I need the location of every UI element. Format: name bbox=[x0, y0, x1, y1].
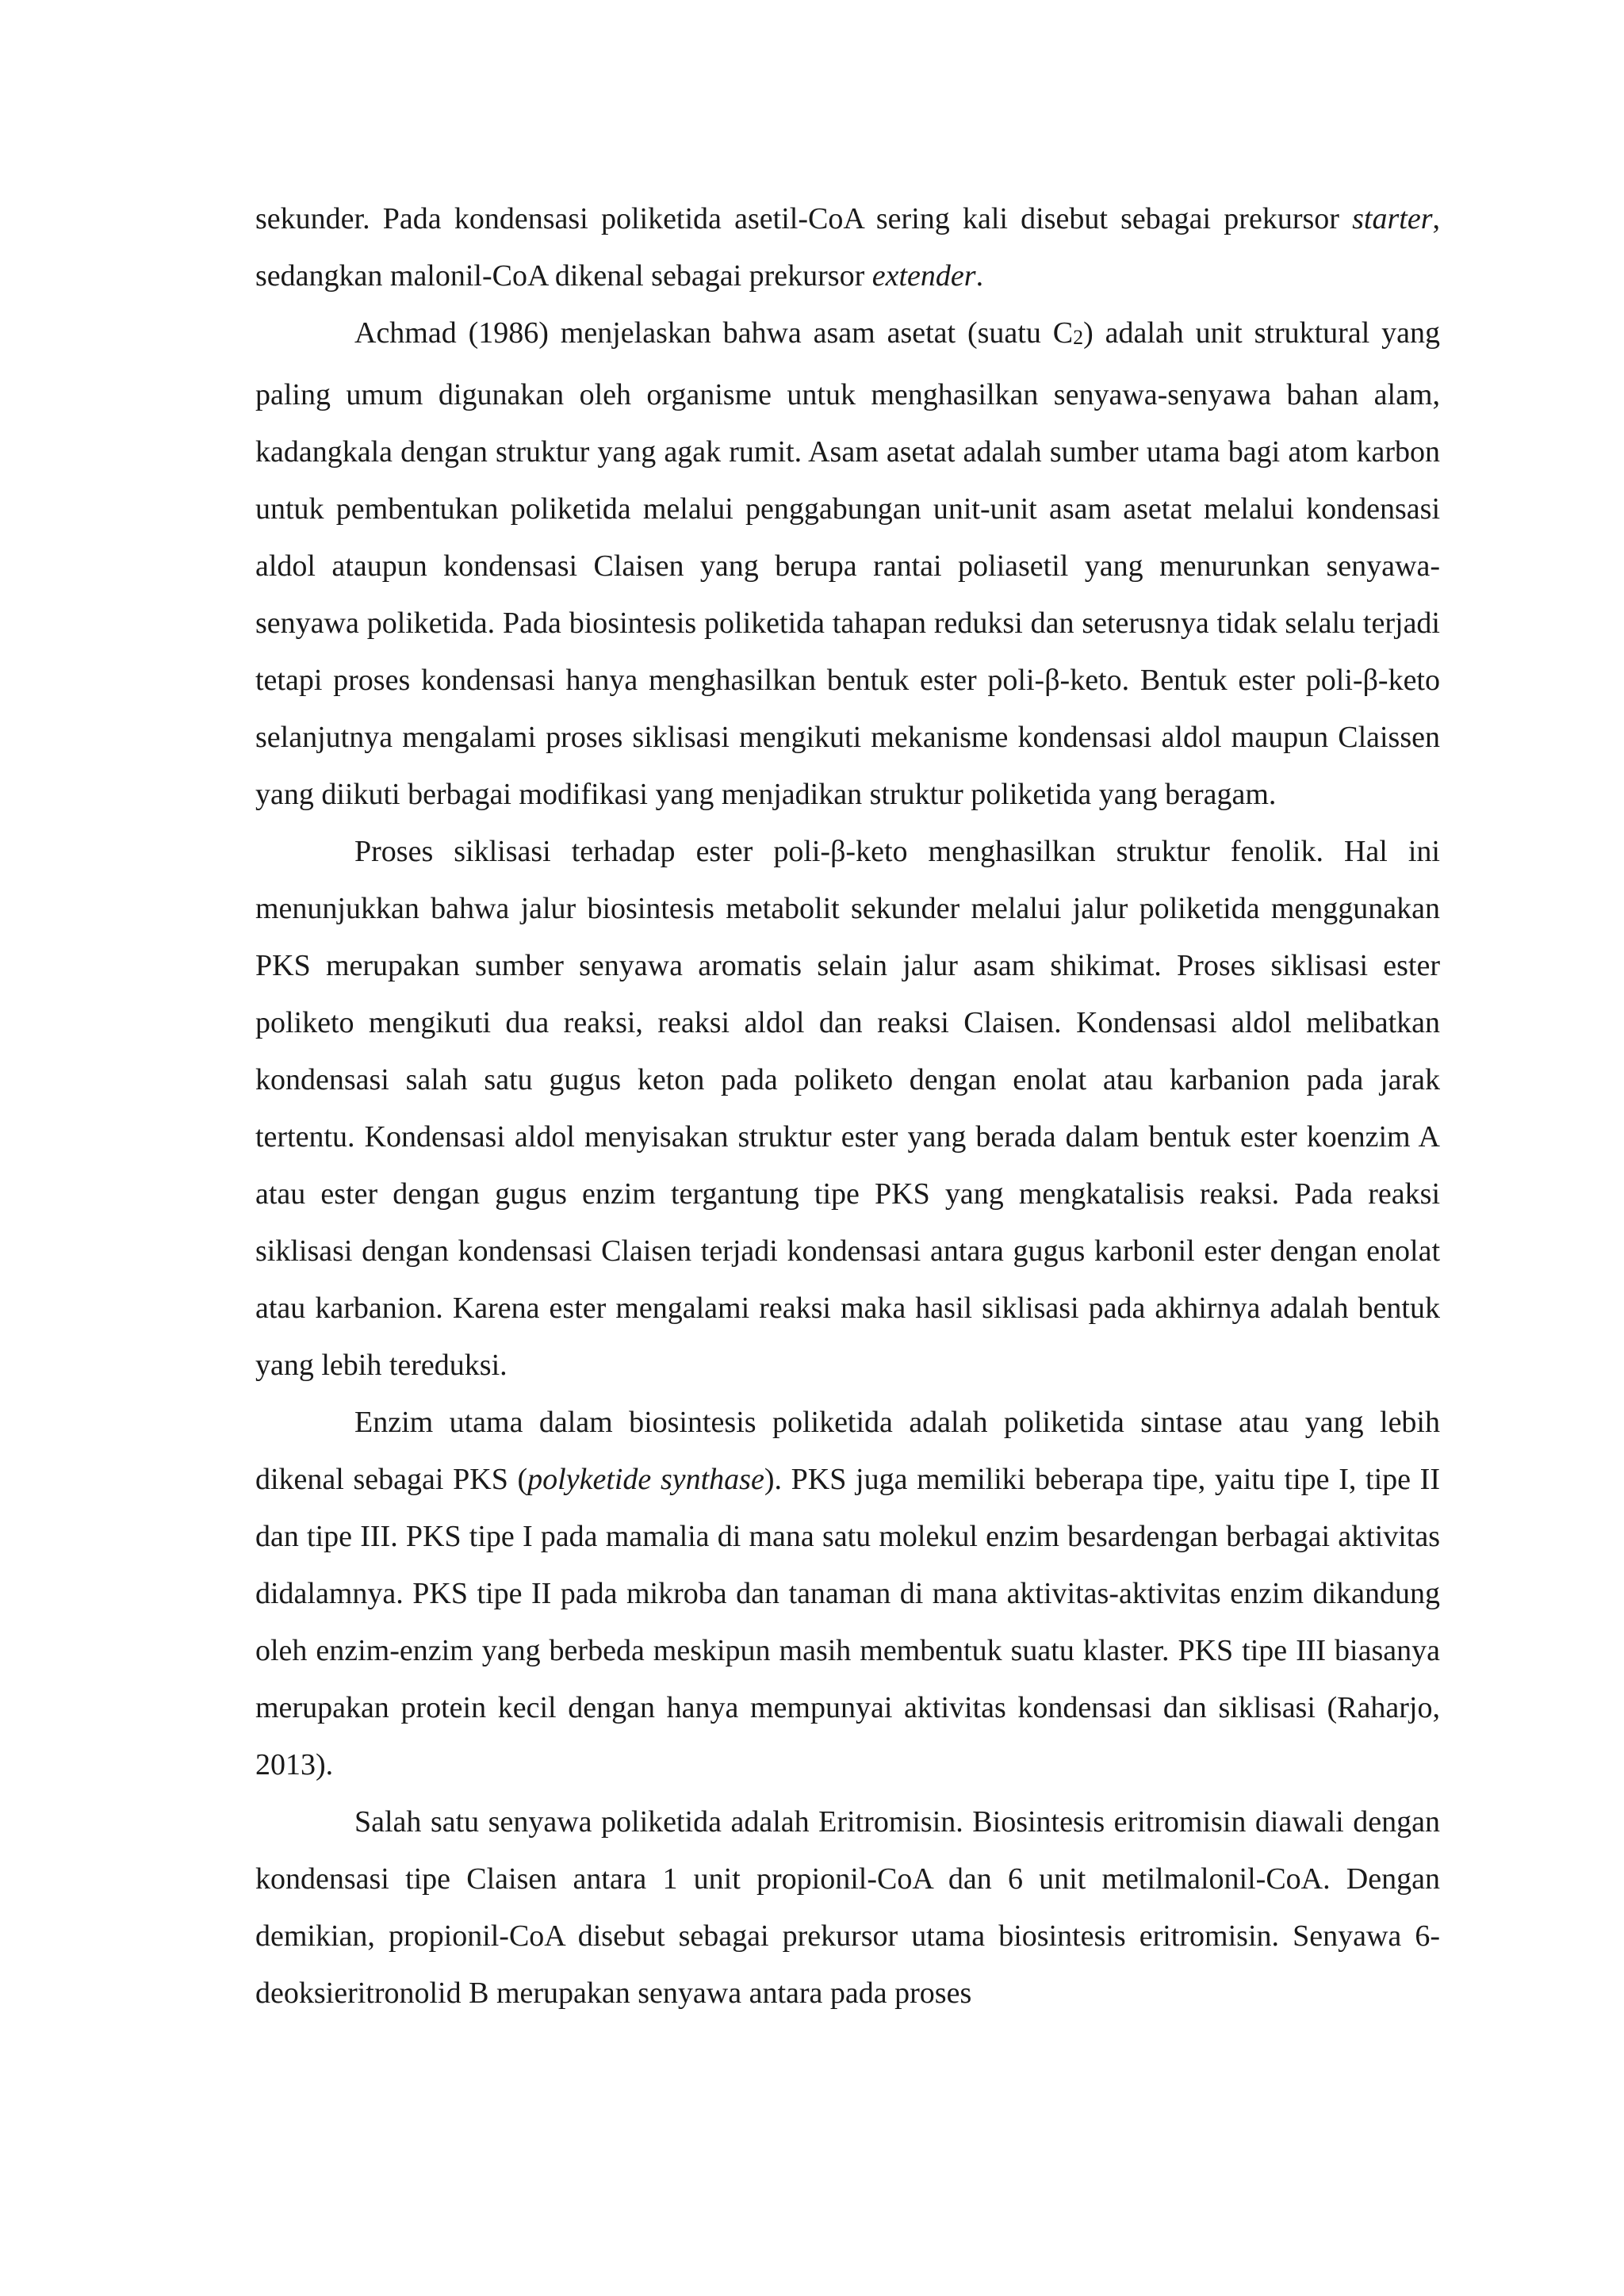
term-polyketide-synthase: polyketide synthase bbox=[527, 1463, 764, 1496]
subscript-2: 2 bbox=[1073, 326, 1084, 349]
paragraph-5 bbox=[255, 1793, 1440, 2022]
term-extender: extender bbox=[871, 259, 976, 293]
paragraph-1-text-c: . bbox=[975, 259, 984, 293]
paragraph-4-text-a: Enzim utama dalam biosintesis poliketida adalah poliketida sintase atau yang lebih dikenal sebagai PKS ( bbox=[255, 1406, 1440, 1496]
paragraph-1-text-b: , sedangkan malonil-CoA dikenal sebagai prekursor bbox=[255, 202, 1440, 293]
paragraph-5-text: Salah satu senyawa poliketida adalah Eritromisin. Biosintesis eritromisin diawali dengan kondensasi tipe Claisen antara 1 unit propionil-CoA dan 6 unit metilmalonil-CoA. Dengan demikian, propionil-CoA disebut sebagai prekursor utama biosintesis eritromisin. Senyawa 6-deoksieritronolid B merupakan senyawa antara pada proses bbox=[255, 1805, 1440, 2010]
paragraph-3-text: Proses siklisasi terhadap ester poli-β-keto menghasilkan struktur fenolik. Hal ini menunjukkan bahwa jalur biosintesis metabolit sekunder melalui jalur poliketida menggunakan PKS merupakan sumber senyawa aromatis selain jalur asam shikimat. Proses siklisasi ester poliketo mengikuti dua reaksi, reaksi aldol dan reaksi Claisen. Kondensasi aldol melibatkan kondensasi salah satu gugus keton pada poliketo dengan enolat atau karbanion pada jarak tertentu. Kondensasi aldol menyisakan struktur ester yang berada dalam bentuk ester koenzim A atau ester dengan gugus enzim tergantung tipe PKS yang mengkatalisis reaksi. Pada reaksi siklisasi dengan kondensasi Claisen terjadi kondensasi antara gugus karbonil ester dengan enolat atau karbanion. Karena ester mengalami reaksi maka hasil siklisasi pada akhirnya adalah bentuk yang lebih tereduksi. bbox=[255, 835, 1440, 1382]
paragraph-2-text-b: ) adalah unit struktural yang paling umum digunakan oleh organisme untuk menghasilkan senyawa-senyawa bahan alam, kadangkala dengan struktur yang agak rumit. Asam asetat adalah sumber utama bagi atom karbon untuk pembentukan poliketida melalui penggabungan unit-unit asam asetat melalui kondensasi aldol ataupun kondensasi Claisen yang berupa rantai poliasetil yang menurunkan senyawa-senyawa poliketida. Pada biosintesis poliketida tahapan reduksi dan seterusnya tidak selalu terjadi tetapi proses kondensasi hanya menghasilkan bentuk ester poli-β-keto. Bentuk ester poli-β-keto selanjutnya mengalami proses siklisasi mengikuti mekanisme kondensasi aldol maupun Claissen yang diikuti berbagai modifikasi yang menjadikan struktur poliketida yang beragam. bbox=[255, 316, 1440, 811]
paragraph-4-text-b: ). PKS juga memiliki beberapa tipe, yaitu tipe I, tipe II dan tipe III. PKS tipe I pada mamalia di mana satu molekul enzim besardengan berbagai aktivitas didalamnya. PKS tipe II pada mikroba dan tanaman di mana aktivitas-aktivitas enzim dikandung oleh enzim-enzim yang berbeda meskipun masih membentuk suatu klaster. PKS tipe III biasanya merupakan protein kecil dengan hanya mempunyai aktivitas kondensasi dan siklisasi (Raharjo, 2013). bbox=[255, 1463, 1440, 1781]
document-body bbox=[255, 190, 1440, 2022]
paragraph-3 bbox=[255, 823, 1440, 1394]
paragraph-1 bbox=[255, 190, 1440, 304]
paragraph-2 bbox=[255, 304, 1440, 823]
paragraph-4 bbox=[255, 1394, 1440, 1793]
paragraph-2-text-a: Achmad (1986) menjelaskan bahwa asam asetat (suatu C bbox=[354, 316, 1074, 350]
paragraph-1-text-a: sekunder. Pada kondensasi poliketida asetil-CoA sering kali disebut sebagai prekursor bbox=[255, 202, 1353, 235]
term-starter: starter bbox=[1352, 202, 1433, 235]
